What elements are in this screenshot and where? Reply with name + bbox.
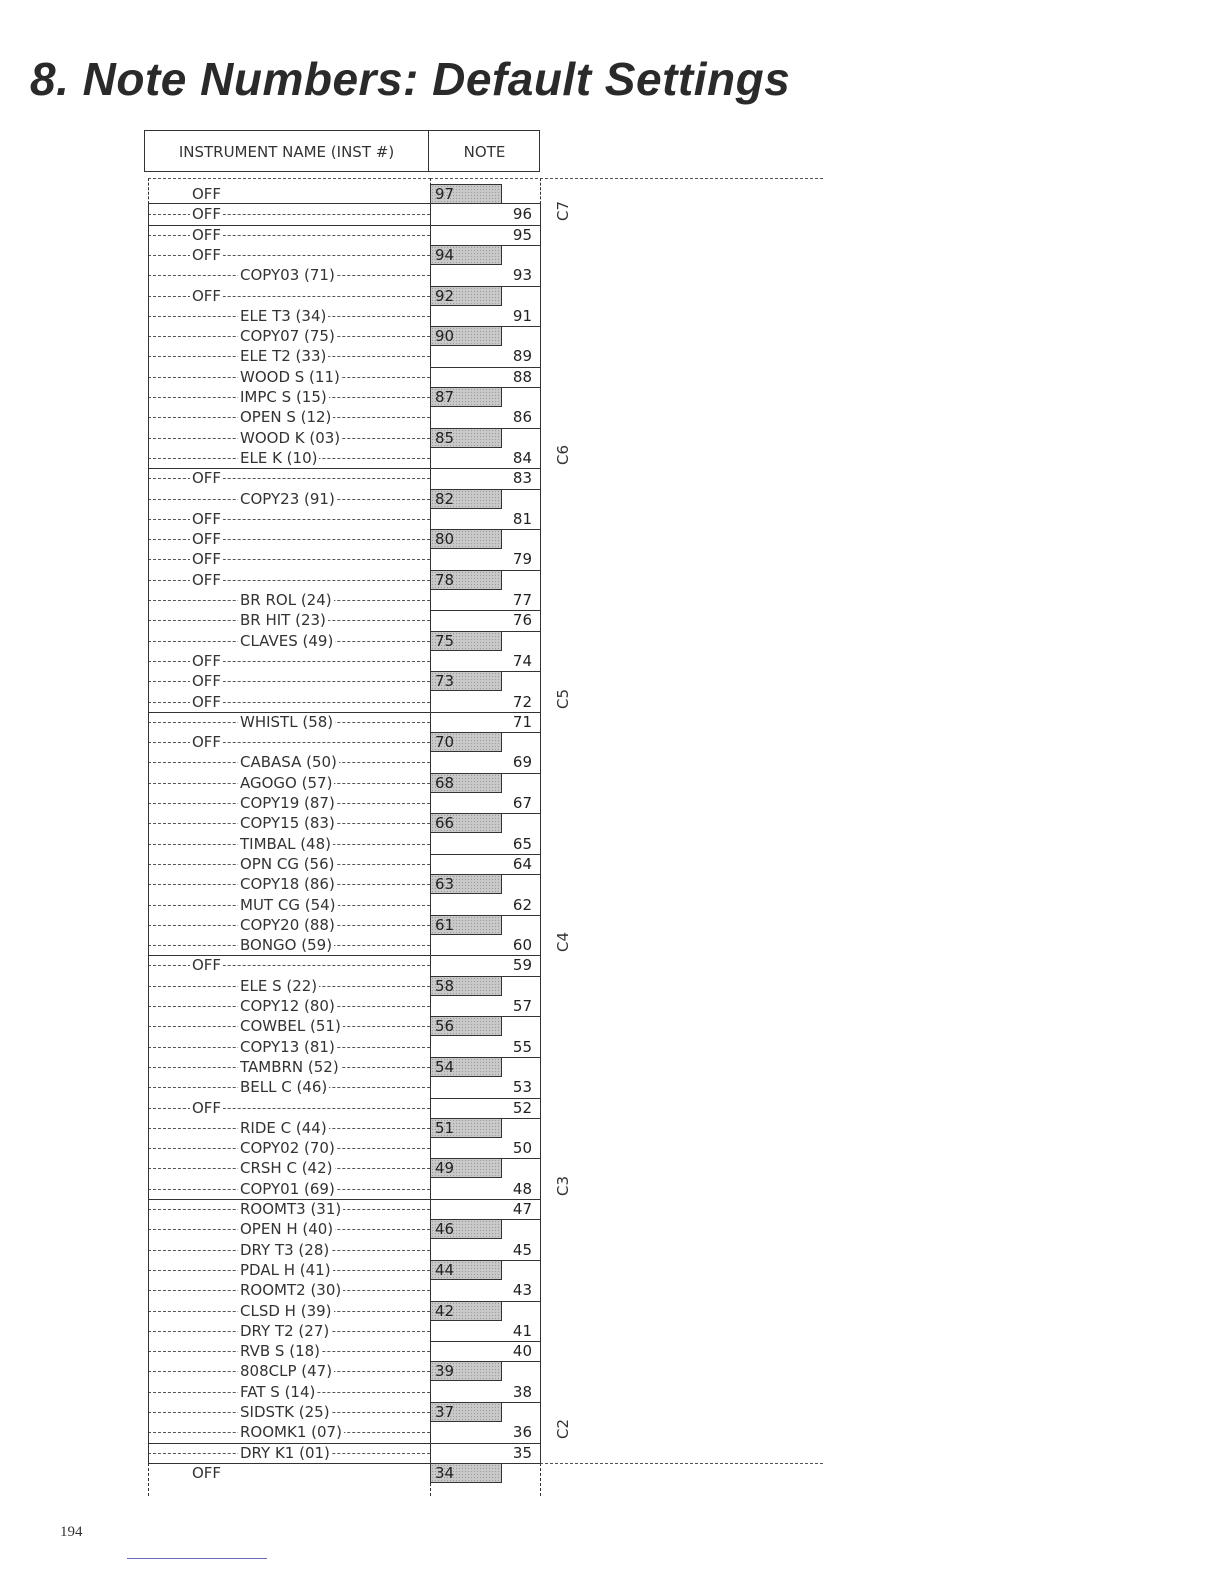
instrument-name: OFF — [192, 185, 222, 203]
octave-line — [148, 1443, 540, 1444]
instrument-name: CRSH C (42) — [240, 1159, 333, 1178]
white-key-number: 84 — [512, 448, 532, 467]
white-key-number: 40 — [512, 1342, 532, 1361]
black-key: 68 — [430, 773, 502, 793]
black-key: 94 — [430, 245, 502, 265]
table-row — [0, 834, 560, 854]
white-key-number: 72 — [512, 692, 532, 711]
instrument-name: IMPC S (15) — [240, 388, 327, 406]
instrument-name: OFF — [192, 550, 222, 569]
octave-line — [148, 955, 540, 956]
table-row — [0, 549, 560, 569]
white-key-number: 48 — [512, 1179, 532, 1198]
instrument-name: ELE S (22) — [240, 976, 318, 995]
white-key-number: 45 — [512, 1240, 532, 1259]
instrument-name: OFF — [192, 286, 222, 305]
black-key: 66 — [430, 813, 502, 833]
instrument-name: OFF — [192, 205, 222, 224]
table-right-border — [540, 203, 541, 1463]
white-key-number: 47 — [512, 1200, 532, 1218]
black-key: 92 — [430, 286, 502, 306]
instrument-name: COPY02 (70) — [240, 1139, 335, 1158]
instrument-name: OFF — [192, 570, 222, 589]
white-key-number: 35 — [512, 1443, 532, 1462]
black-key: 46 — [430, 1219, 502, 1239]
key-divider — [430, 1098, 540, 1099]
white-key-number: 59 — [512, 956, 532, 975]
key-divider — [430, 631, 540, 632]
key-divider — [430, 286, 540, 287]
table-row — [0, 468, 560, 488]
key-divider — [430, 1158, 540, 1159]
table-row — [0, 1179, 560, 1199]
key-divider — [430, 489, 540, 490]
instrument-name: OPEN S (12) — [240, 408, 332, 427]
instrument-name: ROOMT2 (30) — [240, 1281, 342, 1300]
white-key-number: 96 — [512, 205, 532, 224]
instrument-name: OFF — [192, 509, 222, 528]
instrument-name: BELL C (46) — [240, 1078, 328, 1097]
black-key: 73 — [430, 671, 502, 691]
table-right-extension-top — [540, 178, 823, 204]
table-row — [0, 793, 560, 813]
instrument-name: COPY03 (71) — [240, 266, 335, 285]
table-row — [0, 225, 560, 245]
key-divider — [430, 387, 540, 388]
white-key-number: 64 — [512, 854, 532, 873]
key-divider — [430, 1402, 540, 1403]
table-row — [0, 955, 560, 975]
table-row — [0, 1382, 560, 1402]
instrument-name: ROOMK1 (07) — [240, 1423, 342, 1442]
key-divider — [430, 1463, 540, 1464]
black-key: 90 — [430, 326, 502, 346]
table-row — [0, 448, 560, 468]
key-divider — [430, 1341, 540, 1342]
octave-line — [148, 225, 540, 226]
key-divider — [430, 1301, 540, 1302]
white-key-number: 74 — [512, 651, 532, 670]
key-divider — [430, 1057, 540, 1058]
table-row — [0, 346, 560, 366]
key-divider — [430, 1219, 540, 1220]
table-right-extension-bottom — [540, 1463, 823, 1496]
instrument-name: COPY07 (75) — [240, 327, 335, 346]
white-key-number: 60 — [512, 936, 532, 955]
instrument-name: 808CLP (47) — [240, 1362, 333, 1381]
black-key: 75 — [430, 631, 502, 651]
key-divider — [430, 570, 540, 571]
table-row — [0, 1422, 560, 1442]
table-row — [0, 590, 560, 610]
table-row — [0, 996, 560, 1016]
key-divider — [430, 854, 540, 855]
black-key: 49 — [430, 1158, 502, 1178]
black-key: 54 — [430, 1057, 502, 1077]
instrument-name: BR HIT (23) — [240, 611, 326, 630]
key-divider — [430, 245, 540, 246]
instrument-name: DRY T3 (28) — [240, 1240, 330, 1259]
instrument-name: MUT CG (54) — [240, 895, 336, 914]
instrument-name: OFF — [192, 469, 222, 488]
instrument-name: OFF — [192, 692, 222, 711]
octave-label: C7 — [554, 201, 572, 222]
octave-label: C3 — [554, 1175, 572, 1196]
table-row — [0, 407, 560, 427]
table-row — [0, 854, 560, 874]
instrument-name: OFF — [192, 651, 222, 670]
black-key: 42 — [430, 1301, 502, 1321]
octave-line — [148, 712, 540, 713]
white-key-number: 93 — [512, 266, 532, 285]
black-key: 44 — [430, 1260, 502, 1280]
instrument-name: OFF — [192, 733, 222, 752]
instrument-name: TIMBAL (48) — [240, 834, 331, 853]
white-key-number: 62 — [512, 895, 532, 914]
key-divider — [430, 732, 540, 733]
instrument-name: COPY23 (91) — [240, 489, 335, 508]
instrument-name: OPEN H (40) — [240, 1220, 334, 1239]
instrument-name: OFF — [192, 1463, 222, 1482]
instrument-name: DRY T2 (27) — [240, 1321, 330, 1340]
key-divider — [430, 773, 540, 774]
white-key-number: 57 — [512, 997, 532, 1015]
instrument-name: COPY01 (69) — [240, 1179, 335, 1198]
white-key-number: 88 — [512, 367, 532, 386]
white-key-number: 89 — [512, 347, 532, 366]
key-divider — [430, 976, 540, 977]
table-row — [0, 1138, 560, 1158]
instrument-name-header: INSTRUMENT NAME (INST #) — [178, 143, 395, 161]
table-row — [0, 204, 560, 224]
white-key-number: 76 — [512, 611, 532, 630]
key-divider — [430, 326, 540, 327]
footer-line — [127, 1558, 267, 1559]
instrument-name: RVB S (18) — [240, 1342, 321, 1361]
instrument-name: PDAL H (41) — [240, 1260, 331, 1279]
key-divider — [430, 671, 540, 672]
key-divider — [430, 610, 540, 611]
octave-line — [148, 1199, 540, 1200]
instrument-name: BR ROL (24) — [240, 591, 332, 609]
black-key: 80 — [430, 529, 502, 549]
white-key-number: 86 — [512, 408, 532, 427]
instrument-name: OFF — [192, 245, 222, 264]
white-key-number: 55 — [512, 1037, 532, 1056]
black-key: 51 — [430, 1118, 502, 1138]
white-key-number: 65 — [512, 834, 532, 853]
white-key-number: 67 — [512, 794, 532, 812]
instrument-name: ELE T2 (33) — [240, 347, 327, 366]
key-divider — [430, 529, 540, 530]
white-key-number: 36 — [512, 1423, 532, 1442]
octave-label: C6 — [554, 444, 572, 465]
black-key: 56 — [430, 1016, 502, 1036]
instrument-name: RIDE C (44) — [240, 1118, 327, 1137]
octave-label: C2 — [554, 1419, 572, 1440]
white-key-number: 50 — [512, 1139, 532, 1158]
black-key: 82 — [430, 489, 502, 509]
black-key: 87 — [430, 387, 502, 407]
instrument-name: OFF — [192, 530, 222, 549]
black-key: 70 — [430, 732, 502, 752]
black-key: 58 — [430, 976, 502, 996]
black-key: 61 — [430, 915, 502, 935]
table-mid-border — [430, 203, 431, 1463]
key-divider — [430, 1016, 540, 1017]
table-left-extension-bottom — [148, 1463, 431, 1496]
black-key: 63 — [430, 874, 502, 894]
white-key-number: 41 — [512, 1321, 532, 1340]
instrument-name: COPY18 (86) — [240, 875, 335, 894]
instrument-name: COPY13 (81) — [240, 1037, 335, 1056]
table-row — [0, 935, 560, 955]
instrument-name: OFF — [192, 672, 222, 691]
instrument-name: ELE K (10) — [240, 448, 318, 467]
table-left-extension-top — [148, 178, 431, 204]
table-row — [0, 1199, 560, 1219]
instrument-name: FAT S (14) — [240, 1382, 316, 1401]
instrument-name: OPN CG (56) — [240, 854, 335, 873]
instrument-name: ELE T3 (34) — [240, 306, 327, 325]
table-row — [0, 1443, 560, 1463]
instrument-name: COPY19 (87) — [240, 794, 335, 812]
black-key: 39 — [430, 1361, 502, 1381]
instrument-name: COPY12 (80) — [240, 997, 335, 1015]
table-row — [0, 367, 560, 387]
instrument-name: COWBEL (51) — [240, 1017, 341, 1036]
table-row — [0, 1240, 560, 1260]
instrument-name: BONGO (59) — [240, 936, 333, 955]
key-divider — [430, 428, 540, 429]
octave-label: C5 — [554, 688, 572, 709]
white-key-number: 71 — [512, 712, 532, 731]
white-key-number: 53 — [512, 1078, 532, 1097]
instrument-name: CLSD H (39) — [240, 1301, 332, 1320]
table-row — [0, 692, 560, 712]
instrument-name: CABASA (50) — [240, 753, 337, 772]
white-key-number: 79 — [512, 550, 532, 569]
key-divider — [430, 915, 540, 916]
instrument-name: ROOMT3 (31) — [240, 1200, 342, 1218]
instrument-name: OFF — [192, 225, 222, 244]
table-row — [0, 1077, 560, 1097]
black-key: 97 — [430, 184, 502, 204]
instrument-name: SIDSTK (25) — [240, 1403, 330, 1421]
table-row — [0, 1321, 560, 1341]
page-title: 8. Note Numbers: Default Settings — [30, 53, 791, 105]
page-number: 194 — [60, 1524, 83, 1540]
black-key: 37 — [430, 1402, 502, 1422]
white-key-number: 38 — [512, 1382, 532, 1401]
white-key-number: 81 — [512, 509, 532, 528]
table-row — [0, 1280, 560, 1300]
key-divider — [430, 367, 540, 368]
table-row — [0, 752, 560, 772]
instrument-name: COPY15 (83) — [240, 814, 335, 833]
white-key-number: 52 — [512, 1098, 532, 1117]
instrument-name: OFF — [192, 1098, 222, 1117]
table-top-line — [148, 203, 540, 204]
white-key-number: 95 — [512, 225, 532, 244]
table-row — [0, 1098, 560, 1118]
instrument-name: AGOGO (57) — [240, 773, 333, 792]
instrument-name: OFF — [192, 956, 222, 975]
key-divider — [430, 874, 540, 875]
white-key-number: 77 — [512, 591, 532, 609]
table-row — [0, 610, 560, 630]
black-key: 78 — [430, 570, 502, 590]
table-row — [0, 306, 560, 326]
instrument-name: WOOD S (11) — [240, 367, 340, 386]
table-row — [0, 509, 560, 529]
instrument-name: COPY20 (88) — [240, 915, 335, 934]
black-key: 85 — [430, 428, 502, 448]
octave-line — [148, 468, 540, 469]
instrument-name: WOOD K (03) — [240, 428, 341, 447]
table-row — [0, 1037, 560, 1057]
table-row — [0, 712, 560, 732]
table-row — [0, 1341, 560, 1361]
key-divider — [430, 1260, 540, 1261]
black-key: 34 — [430, 1463, 502, 1483]
table-row — [0, 895, 560, 915]
note-header: NOTE — [463, 143, 506, 161]
octave-label: C4 — [554, 932, 572, 953]
table-row — [0, 265, 560, 285]
table-row — [0, 651, 560, 671]
white-key-number: 69 — [512, 753, 532, 772]
instrument-name: WHISTL (58) — [240, 712, 334, 731]
key-divider — [430, 1361, 540, 1362]
white-key-number: 43 — [512, 1281, 532, 1300]
key-divider — [430, 813, 540, 814]
instrument-name: TAMBRN (52) — [240, 1057, 339, 1076]
white-key-number: 91 — [512, 306, 532, 325]
white-key-number: 83 — [512, 469, 532, 488]
table-left-border — [148, 203, 149, 1463]
key-divider — [430, 1118, 540, 1119]
instrument-name: CLAVES (49) — [240, 631, 334, 650]
instrument-name: DRY K1 (01) — [240, 1443, 330, 1462]
